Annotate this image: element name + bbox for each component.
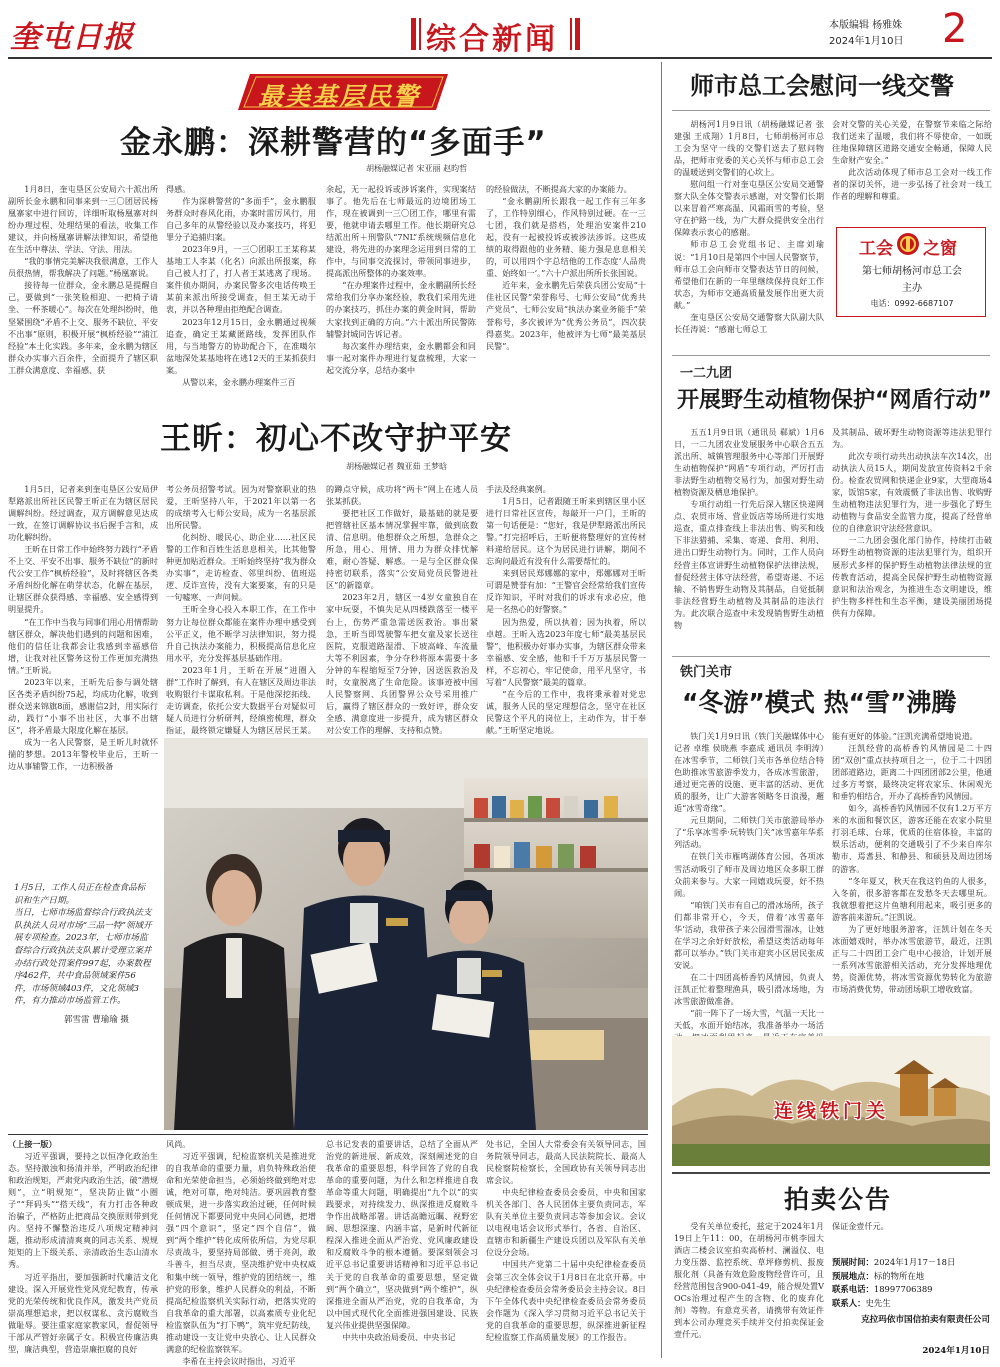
paragraph: “冬年夏又，秋天在我这钓鱼的人很多，入冬前，很多游客都在发愁冬天去哪里玩。我就想着把这片鱼塘利用起来，吸引更多的游客前来游玩。”汪凯说。 — [832, 875, 992, 922]
paragraph: 处书记，全国人大常委会有关领导同志，国务院领导同志，最高人民法院院长、最高人民检察院检察长，全国政协有关领导同志出席会议。 — [486, 1139, 646, 1186]
paragraph: 因为热爱，所以执着；因为执着，所以卓越。王昕入选2023年度七师“最美基层民警”，他积极办好事办实事，为辖区群众带来幸福感、安全感，他和千千万万基层民警一样，不忘初心，牢记使命，用平凡坚守，书写着“人民警察”最美的篇章。 — [486, 616, 646, 687]
paragraph: 铁门关1月9日讯（铁门关融媒体中心记者 卓维 侯晓燕 李嘉成 通讯员 李明涛）在冰雪季节，二师铁门关市各单位结合特色助推冰雪旅游季发力，各成冰雪旅游，通过更完善的设施、更丰富的活动、更优质的服务，让广大游客领略冬日浪漫，邂逅“冰雪奇缘”。 — [674, 731, 824, 814]
bottom-col2 — [166, 1138, 316, 1366]
photo-illustration — [164, 738, 648, 1130]
right1-rule — [672, 110, 990, 111]
article1-col4 — [486, 183, 646, 393]
page-date: 2024年1月10日 — [829, 36, 904, 47]
column-divider — [661, 62, 662, 1358]
paragraph: 一二九团会强化部门协作，持续打击破坏野生动植物资源的违法犯罪行为，组织开展形式多样的保护野生动植物法律法规的宣传教育活动，提高全民保护野生动植物资源意识和法治观念，为推进生态文明建设，维护生物多样性和生态平衡，建设美丽团场提供有力保障。 — [832, 535, 992, 618]
paragraph: 师市总工会党组书记、主席刘瑜说：“1月10日是第四个中国人民警察节，师市总工会向师市交警表达节日的问候，希望他们在新的一年里继续保持良好工作状态，为师市交通高质量发展作出更大贡献。” — [674, 239, 824, 310]
bottom-col4 — [486, 1138, 646, 1360]
auction-company: 克拉玛依市国信拍卖有限责任公司 — [861, 1315, 990, 1325]
paragraph: 习近平指出，要加强新时代廉洁文化建设。深入开展党性党风党纪教育，传承党的光荣传统和优良作风，激发共产党员崇高理想追求，把以权谋私、贪污腐败当做耻辱。要注重家庭家教家风，督促领导干部从严管好亲属子女。积极宣传廉洁典型，廉洁典型，营造崇廉拒腐的良好 — [8, 1271, 158, 1354]
paragraph: 习近平强调，纪检监察机关是推进党的自我革命的重要力量，肩负特殊政治使命和光荣使命担当，必须始终做到绝对忠诚，绝对可靠，绝对纯洁。要巩固教育整顿成果，进一步落实政治过硬，任何时候任何情况下都要同党中央同心同德，把增强“四个意识”，坚定“四个自信”，做到“两个维护”转化成所依所信，为党尽职尽责战斗，要坚持局部做、勇于亮剑，敢斗善斗，担当尽责，坚决维护党中央权威和集中统一领导，维护党的团结统一，维护党的形象，维护人民群众的利益，不断提高纪检监察机关实际行动，把落实党的自我革命的重大部署，以高素质专业化纪检监察队伍为“打下鸭”，筑牢党纪防线，推动建设一支让党中央放心、让人民群众满意的纪检监察铁军。 — [166, 1151, 316, 1354]
right3-col2 — [832, 730, 992, 1032]
paragraph: 会对交警的关心关爱，在警察节来临之际给我们送来了温暖，我们将不辱使命，一如既往地保障辖区道路交通安全畅通，保障人民生命财产安全。” — [832, 119, 992, 166]
paragraph: 中国共产党第二十届中央纪律检查委员会第三次全体会议于1月8日在北京开幕。中央纪律检查委员会常务委员会主持会议。8日下午全体代表中央纪律检查委员会常务委员会作题为《深入学习贯彻习近平总书记关于党的自我革命的重要思想，纵深推进新征程纪检监察工作高质量发展》的工作报告。 — [486, 1259, 646, 1342]
right2-col2 — [832, 426, 992, 648]
right1-col1 — [674, 118, 824, 352]
paragraph: 从警以来，金永鹏办理案件三百 — [182, 376, 296, 387]
paragraph: 中央纪律检查委员会委员，中央和国家机关各部门、各人民团体主要负责同志，军队有关单位主要负责同志等参加会议。会议以电视电话会议形式举行，各省、自治区、直辖市和新疆生产建设兵团以及军队有关单位设分会场。 — [486, 1187, 646, 1258]
page-editor: 本版编辑 杨雅姝 — [829, 20, 903, 31]
union-box-title-right: 之窗 — [923, 239, 957, 259]
news-photo — [164, 738, 648, 1130]
paragraph: 此次专项行动共出动执法车次14次，出动执法人员15人，期间发放宣传资料2千余份。检查农贸网和快递企业9家，大型商场4家，饭馆5家，有效震慑了非法出售、收购野生动植物违法犯罪行为，进一步强化了野生动植物与食品安全监管力度，提高了经营单位的自律意识守法经营意识。 — [832, 451, 992, 534]
paragraph: 2023年2月，辖区一4岁女童独自在家中玩耍，不慎失足从四楼跌落至一楼平台上，伤势严重急需送医救治。事出紧急，王昕当即驾驶警车把女童及家长送往医院，克服道路湿滑、下坡高峰、车流量大等不利因素，争分夺秒将原本需要十多分钟的车程缩短至7分钟，因送医救治及时，女童脱离了生命危险。该事迹被中国人民警察网、兵团警界公众号采用推广后，赢得了辖区群众的一致好评，群众安全感、满意度进一步提升，成为辖区群众对公安工作的理解、支持和点赞。 — [326, 592, 478, 735]
paragraph: 1月5日，记者来到奎屯垦区公安局伊犁路派出所社区民警王昕正在为辖区居民调解纠纷。经过调查，双方调解意见达成一致，在签订调解协议书后握手言和，成功化解纠纷。 — [8, 484, 158, 543]
article1-byline: 胡杨融媒记者 宋亚丽 赵昀哲 — [366, 164, 468, 173]
paragraph: 能有更好的体验。”汪凯充满希望地说道。 — [832, 731, 978, 741]
paragraph: 李希在主持会议时指出，习近平 — [182, 1355, 296, 1366]
paragraph: 1月8日，奎屯垦区公安局六十派出所副所长金永鹏和同事来到一三〇团居民杨凰寨家中进行回访，详细听取杨凰寨对纠纷办理过程、处理结果的看法，收集工作建议，并向杨凰寨讲解法律知识，希望他在生活中尊法、学法、守法、用法。 — [8, 184, 158, 255]
right1-col2 — [832, 118, 992, 228]
contact-key: 联系人： — [832, 1297, 866, 1308]
paragraph: 近年来，金永鹏先后荣获兵团公安局“十佳社区民警”荣誉称号、七师公安局“优秀共产党员”、七师公安局“执法办案业务能手”荣誉称号，多次被评为“优秀公务员”，四次获得嘉奖。2023年，他被评为七师“最美基层民警”。 — [486, 280, 646, 351]
paragraph: 每次案件办理结束，金永鹏都会和同事一起对案件办理进行复盘梳理，大家一起交流分享，总结办案中 — [326, 340, 476, 375]
bottom-rule — [8, 1134, 648, 1135]
paragraph: 总书记发表的重要讲话，总结了全面从严治党的新进展、新成效，深刻阐述党的自我革命的重要思想，科学回答了党的自我革命的重要问题，为什么和怎样推进自我革命等重大问题，明确提出“九个以”的实践要求，对持续发力、纵深推进反腐败斗争作出战略部署。讲话高瞻远瞩、视野宏阔、思想深邃、内涵丰富，是新时代新征程深入推进全面从严治党、党风廉政建设和反腐败斗争的根本遵循。要深刻领会习近平总书记重要讲话精神和习近平总书记关于党的自我革命的重要思想，坚定做到“两个确立”，坚决做到“两个维护”，纵深推进全面从严治党，党的自我革命，为以中国式现代化全面推进强国建设、民族复兴伟业提供坚强保障。 — [326, 1139, 478, 1330]
paragraph: “在工作中当我与同事们用心用情帮助辖区群众，解决他们遇到的问题和困难，他们的信任让我都会让我感到幸福感倍增，让我对社区警务这份工作更加充满热情。”王昕说。 — [8, 616, 158, 675]
paragraph: 成为一名人民警察，是王昕儿时就怀揣的梦想。2013年警校毕业后，王昕一边从事辅警工作，一边积极备 — [8, 736, 158, 772]
caption-text — [14, 882, 152, 1008]
bottom-col3 — [326, 1138, 478, 1360]
banner-text: 最美基层民警 — [258, 82, 421, 111]
paragraph: 化纠纷、暖民心、助企业……社区民警的工作和百姓生活息息相关，比其他警种更加贴近群众。王昕始终坚持“我为群众办实事”，走访检查、邻里纠纷、值班巡逻、反诈宣传，没有大案要案，有的只是一句嘘寒、一声问候。 — [166, 532, 316, 603]
paragraph: 1月5日，记者跟随王昕来到辖区里小区进行日常社区宣传，每敲开一户门，王昕的第一句话便是：“您好，我是伊犁路派出所民警。”打完招呼后，王昕便将整理好的宣传材料递给居民。这个为居民进行讲解，期间不忘询问最近有没有什么需要帮忙的。 — [486, 496, 646, 567]
section-title: 综合新闻 — [426, 22, 558, 57]
paragraph: 胡杨河1月9日讯（胡杨融媒记者 张建强 王成翔）1月8日，七师胡杨河市总工会为坚守一线的交警们送去了慰问物品，把师市党委的关心关怀与师市总工会的温暖送到交警们的心坎上。 — [674, 119, 824, 178]
auction-contacts — [832, 1256, 992, 1310]
paragraph: 保证金壹仟元。 — [832, 1221, 889, 1231]
section-bar-right-thin — [570, 18, 572, 50]
contact-value: 18997706389 — [873, 1284, 933, 1294]
article2-col1 — [8, 483, 158, 772]
paragraph: 手法及经典案例。 — [486, 484, 551, 494]
page-number: 2 — [942, 6, 968, 52]
photo-credit: 郭雪雷 曹瑜瑜 摄 — [64, 1015, 129, 1025]
paragraph: 元旦期间，二师铁门关市旅游局举办了“乐享冰雪季·玩转铁门关”冰雪嘉年华系列活动。 — [674, 815, 824, 850]
union-box-org: 第七师胡杨河市总工会 — [862, 266, 962, 277]
right1-headline: 师市总工会慰问一线交警 — [690, 72, 954, 100]
auction-contact-row — [832, 1283, 992, 1297]
paragraph: “前一阵下了一场大雪，气温一天比一天低，水面开始结冰，我准备举办一场活 — [674, 1008, 824, 1031]
tiemenguan-art — [672, 1036, 990, 1166]
section-bar-left — [411, 18, 416, 50]
paragraph: 奎屯垦区公安局交通警察大队副大队长任涛说：“感谢七师总工 — [674, 311, 824, 334]
right2-col1 — [674, 426, 824, 648]
article2-col3 — [326, 483, 478, 735]
paragraph: 得感。 — [166, 184, 191, 194]
article1-col3 — [326, 183, 476, 393]
photo-caption — [8, 882, 156, 1032]
right3-headline: “冬游”模式 热“雪”沸腾 — [682, 688, 957, 717]
union-box-role: 主办 — [902, 283, 922, 294]
right2-headline: 开展野生动植物保护“网盾行动” — [677, 388, 992, 413]
union-box — [836, 227, 986, 317]
auction-contact-row — [832, 1270, 992, 1284]
paragraph: 2023年12月15日，金永鹏通过视频追查，确定王某藏匿路线，发挥团队作用，与当地警方的协助配合下，在准噶尔盆地深处某基地将在逃12天的王某抓获归案。 — [166, 316, 316, 375]
paragraph: 如今，高桥香钓风情园不仅有1.2万平方米的水面和餐饮区，游客还能在农家小院里打羽毛球、台球，优质的住宿体验，丰富的娱乐活动，便利的交通吸引了不少来自库尔勒市、焉耆县、和静县、和硕县及周边团场的游客。 — [832, 803, 992, 874]
paragraph: “在办理案件过程中，金永鹏副所长经常给我们分享办案经验，教我们采用先进的办案技巧，抓住办案的黄金时间，帮助大家找到正确的方向。”六十派出所民警陈辅警封城同告诉记者。 — [326, 280, 476, 339]
paragraph: 接待每一位群众，金永鹏总是提醒自己，要做到“一张笑脸相迎、一把椅子请坐、一杯茶暖心”。每次在处理纠纷时，他坚紧围绕“矛盾不上交、服务不缺位、平安不出事”原则，积极开展“枫桥经验”“浦江经验”本土化实践。多年来，金永鹏为辖区群众办实事六百余件，全面提升了辖区职工群众满意度、幸福感、获 — [8, 280, 158, 375]
paragraph: 在铁门关市雁鸣湖体育公园，各项冰雪活动吸引了师市及周边地区众多职工群众前来参与。大家一同嬉戏玩耍，好不热闹。 — [674, 851, 824, 898]
union-box-tel: 电话：0992-6687107 — [870, 299, 954, 308]
paragraph: 习近平强调，要持之以恒净化政治生态。坚持激浊和扬清并举，严明政治纪律和政治规矩，严肃党内政治生活，破“潜规则”，立“明规矩”，坚决防止做“小圈子”“拜码头”“搭天线”，有力打击各种政治骗子，严格防止把商品交换原则带到党内。坚持不懈整治违反八项规定精神问题，推动形成清清爽爽的同志关系、规规矩矩的上下级关系、亲清政治生态山清水秀。 — [8, 1151, 158, 1270]
article2-col4 — [486, 483, 646, 735]
article1-headline: 金永鹏：深耕警营的“多面手” — [120, 125, 547, 161]
paragraph: 王昕在日常工作中始终努力践行“矛盾不上交、平安不出事、服务不缺位”的新时代公安工作“枫桥经验”，及时将辖区各类矛盾纠纷化解在萌芽状态，化解在基层，让辖区群众获得感、幸福感、安全感得到明显提升。 — [8, 544, 158, 615]
paragraph: 王昕全身心投入本职工作，在工作中努力让每位群众都能在案件办理中感受到公平正义，他不断学习法律知识，努力提升自己执法办案能力，积极提高信息化应用水平，充分发挥基层基础作用。 — [166, 604, 316, 663]
right2-top-rule — [672, 355, 990, 356]
paragraph: “金永鹏副所长跟我一起工作有三年多了，工作特别细心，作风特别过硬。在一三七团，我们就是搭档，处理治安案件210起，没有一起被投诉或被涉法涉诉。这些成绩的取得跟他的业务精、能力强是息息相关的，可以用四个字总结他的工作态度‘人品贵重、始终如一’。”六十户派出所所长张国说。 — [486, 196, 646, 279]
paragraph: 来到居民郑娜娜的家中，郑娜娜对王昕可谓是赞誉有加：“王警官会经常给我们宣传反诈知识，平时对我们的诉求有求必应，他是一名热心的好警察。” — [486, 568, 646, 615]
contact-key: 联系电话： — [832, 1284, 874, 1294]
paragraph: “我的事情完美解决我很满意，工作人员很热情，帮我解决了问题。”杨凰寨说。 — [8, 256, 158, 279]
paragraph: 为了更好地服务游客，汪凯计划在冬天冰面嬉戏时，举办冰雪旅游节，最近，汪凯正与二十四团工会广电中心接洽，计划开展一系列冰雪旅游相关活动，充分发挥地理优势，资源优势，将冰雪资源优势转化为旅游市场消费优势，带动团场职工增收致富。 — [832, 923, 992, 994]
paragraph: 作为深耕警营的“多面手”，金永鹏服务群众时春风化雨，办案时雷厉风行，用自己多年的从警经验以及办案技巧，将犯罪分子追捕归案。 — [166, 196, 316, 243]
paragraph: 的经验做法，不断提高大家的办案能力。 — [486, 184, 632, 194]
paragraph: 2023年1月，王昕在开展“进圈入群”工作时了解到，有人在辖区及周边非法收购银行卡谋取私利。于是他深挖拓线、走访调查，依托公安大数据平台对疑似可疑人员进行分析研判，经缜密梳理，群众指证，最终锁定嫌疑人为辖区居民王某。 — [166, 664, 316, 735]
auction-tail — [832, 1220, 992, 1252]
auction-body — [674, 1220, 824, 1360]
paragraph: 汪凯经营的高桥香钓风情园是二十四团“双创”重点扶持项目之一，位于二十四团团部道路边，距离二十四团团部2公里，他通过多方考察，最终决定将农家乐、休闲观光和垂钓相结合，开办了高桥香钓风情园。 — [832, 743, 992, 802]
paragraph: 慰问组一行对奎屯垦区公安局交通警察大队全体交警表示感谢，对交警们长期以来冒着严寒高温、风霜雨雪的考验，坚守在护路一线，为广大群众提供安全出行保障表示衷心的感谢。 — [674, 179, 824, 238]
paragraph: 1月5日，工作人员正在检查食品标识和生产日期。 — [14, 883, 146, 906]
paragraph: 的蹲点守候，成功将“两卡”网上在逃人员张某抓获。 — [326, 484, 478, 507]
right2-kicker: 一二九团 — [680, 366, 733, 381]
paragraph: 考公务员招警考试。因为对警察职业的热爱，王昕坚持八年，于2021年以第一名的成绩考入七师公安局，成为一名基层派出所民警。 — [166, 484, 316, 531]
paragraph: 在二十四团高桥香钓风情园，负责人汪凯正忙着整理渔具，吸引滑冰场地，为冰雪旅游做准备。 — [674, 971, 824, 1007]
contact-value: 2024年1月17－18日 — [873, 1257, 956, 1267]
paragraph: 及其制品、破坏野生动物资源等违法犯罪行为。 — [832, 427, 992, 450]
continued-label: （上接一版） — [8, 1139, 57, 1149]
paragraph: 当日，七师市场监督综合行政执法支队执法人员对市场“三品一特”领域开展专项检查。2023年，七师市场监督综合行政执法支队累计受理立案并办结行政处罚案件997起，办案数程序462件，共中食品领域案件56件，市场领域403件，文化领域3件，有力推动市场监管工作。 — [14, 908, 152, 1007]
auction-date: 2024年1月10日 — [922, 1346, 990, 1356]
paragraph: 余起，无一起投诉或涉诉案件，实现案结事了。他先后在七师最远的边境团场工作，现在被调到一三〇团工作，哪里有需要，他就申请去哪里工作。他长期研究总结派出所＋刑警队“7NL”系统规频信息化建设，将先进的办案理念运用到日常的工作中，与同事交流探讨，带领同事进步，提高派出所整体的办案效率。 — [326, 184, 476, 279]
section-bar-right — [575, 18, 580, 50]
paragraph: 此次活动体现了师市总工会对一线工作者的深切关怀，进一步弘扬了社会对一线工作者的理解和尊重。 — [832, 167, 992, 202]
paragraph: 五五1月9日讯（通讯员 郗斌）1月6日，一二九团农业发展服务中心联合五五派出所、城镇管理服务中心等部门开展野生动植物保护“网盾”专项行动，严厉打击非法野生动植物交易行为，加强对野生动植物资源及栖息地保护。 — [674, 427, 824, 498]
article1-col1 — [8, 183, 158, 393]
masthead-logo: 奎屯日报 — [10, 20, 134, 55]
paragraph: 2023年9月，一三〇团职工王某称某基地工人李某（化名）向派出所报案，称自己被人打了，打人者王某逃离了现场。案件侦办期间，办案民警多次电话传唤王某前来派出所接受调查，但王某无动于衷，并以各种理由拒绝配合调查。 — [166, 244, 316, 315]
article2-byline: 胡杨融媒记者 魏亚茹 王梦晗 — [346, 462, 448, 471]
auction-contact-row — [832, 1256, 992, 1270]
paragraph: 专项行动组一行先后深入辖区快递网点、农贸市场、营业饭店等场所进行实地巡查，重点排查线上非法出售、购买和线下非法猎捕、采集、寄递、食用、利用、进出口野生动物行为。同时，工作人员向经营主体宣讲野生动植物保护法律法规，督促经营主体守法经营，希望寄递、不运输、不销售野生动物及其制品，自觉抵制非法经营野生动植物及其制品的违法行为。此次联合巡查中未发现销售野生动植物 — [674, 499, 824, 630]
article2-col2 — [166, 483, 316, 735]
contact-value: 史先生 — [865, 1297, 891, 1308]
paragraph: 2023年以来，王昕先后参与调处辖区各类矛盾纠纷75起，均成功化解，收到群众送来锦旗8面，感谢信2封，用实际行动，践行“小事不出社区，大事不出辖区”，将矛盾最大限度化解在基层。 — [8, 676, 158, 735]
masthead-rule — [8, 57, 992, 59]
article2-headline: 王昕：初心不改守护平安 — [160, 421, 512, 457]
section-bar-left-thin — [419, 18, 421, 50]
bottom-col1 — [8, 1138, 158, 1360]
paragraph: 要把社区工作做好，最基础的就是要把管辖社区基本情况掌握牢靠，做到底数清、信息明。他想群众之所想，急群众之所急，用心、用情、用力为群众排忧解难，耐心答疑、解惑。一是与全区群众保持密切联系，落实“公安局党员民警进社区”的新篇章。 — [326, 508, 478, 591]
banner — [238, 72, 448, 112]
tiemenguan-art-text: 连线铁门关 — [774, 1100, 890, 1122]
paragraph: “咱铁门关市有自己的滑冰场所，孩子们都非常开心，今天，借着‘冰雪嘉年华’活动，我带孩子来公园滑雪溜冰，让她在学习之余好好放松，希望这类活动每年都可以举办。”铁门关市迎宾小区居民张成安说。 — [674, 899, 824, 970]
paragraph: 受有关单位委托，兹定于2024年1月19日上午11：00，在胡杨河市桃李园大酒店二楼会议室拍卖高桥村、澜溢仪、电力变压器、监控系统、草坪修剪机、报废服化剂（具备有效危险废物经营许可，且经营范围包含900-041-49，能合规处置VOCs治理过程产生的含物、化的废弃化剂）等物。有意竞买者，请携带有效证件到本公司办理竞买手续并交付拍卖保证金壹仟元。 — [674, 1221, 824, 1340]
article1-col2 — [166, 183, 316, 393]
paragraph: 中共中央政治局委员、中央书记 — [342, 1331, 456, 1342]
auction-title: 拍卖公告 — [784, 1185, 893, 1214]
auction-top-rule — [672, 1172, 990, 1174]
masthead — [0, 0, 1000, 58]
right3-top-rule — [672, 656, 990, 657]
union-box-title-left: 工会 — [859, 239, 893, 259]
auction-contact-row — [832, 1297, 992, 1311]
contact-key: 预展地点： — [832, 1270, 874, 1281]
right3-kicker: 铁门关市 — [680, 665, 733, 680]
right3-col1 — [674, 730, 824, 1032]
paragraph: “在今后的工作中，我将秉承着对党忠诚，服务人民的坚定理想信念，坚守在社区民警这个平凡的岗位上，主动作为，甘于奉献。”王昕坚定地说。 — [486, 688, 646, 735]
contact-key: 预展时间： — [832, 1257, 874, 1267]
paragraph: 风尚。 — [166, 1139, 191, 1149]
contact-value: 标的物所在地 — [873, 1270, 925, 1281]
union-logo-icon — [897, 233, 919, 255]
